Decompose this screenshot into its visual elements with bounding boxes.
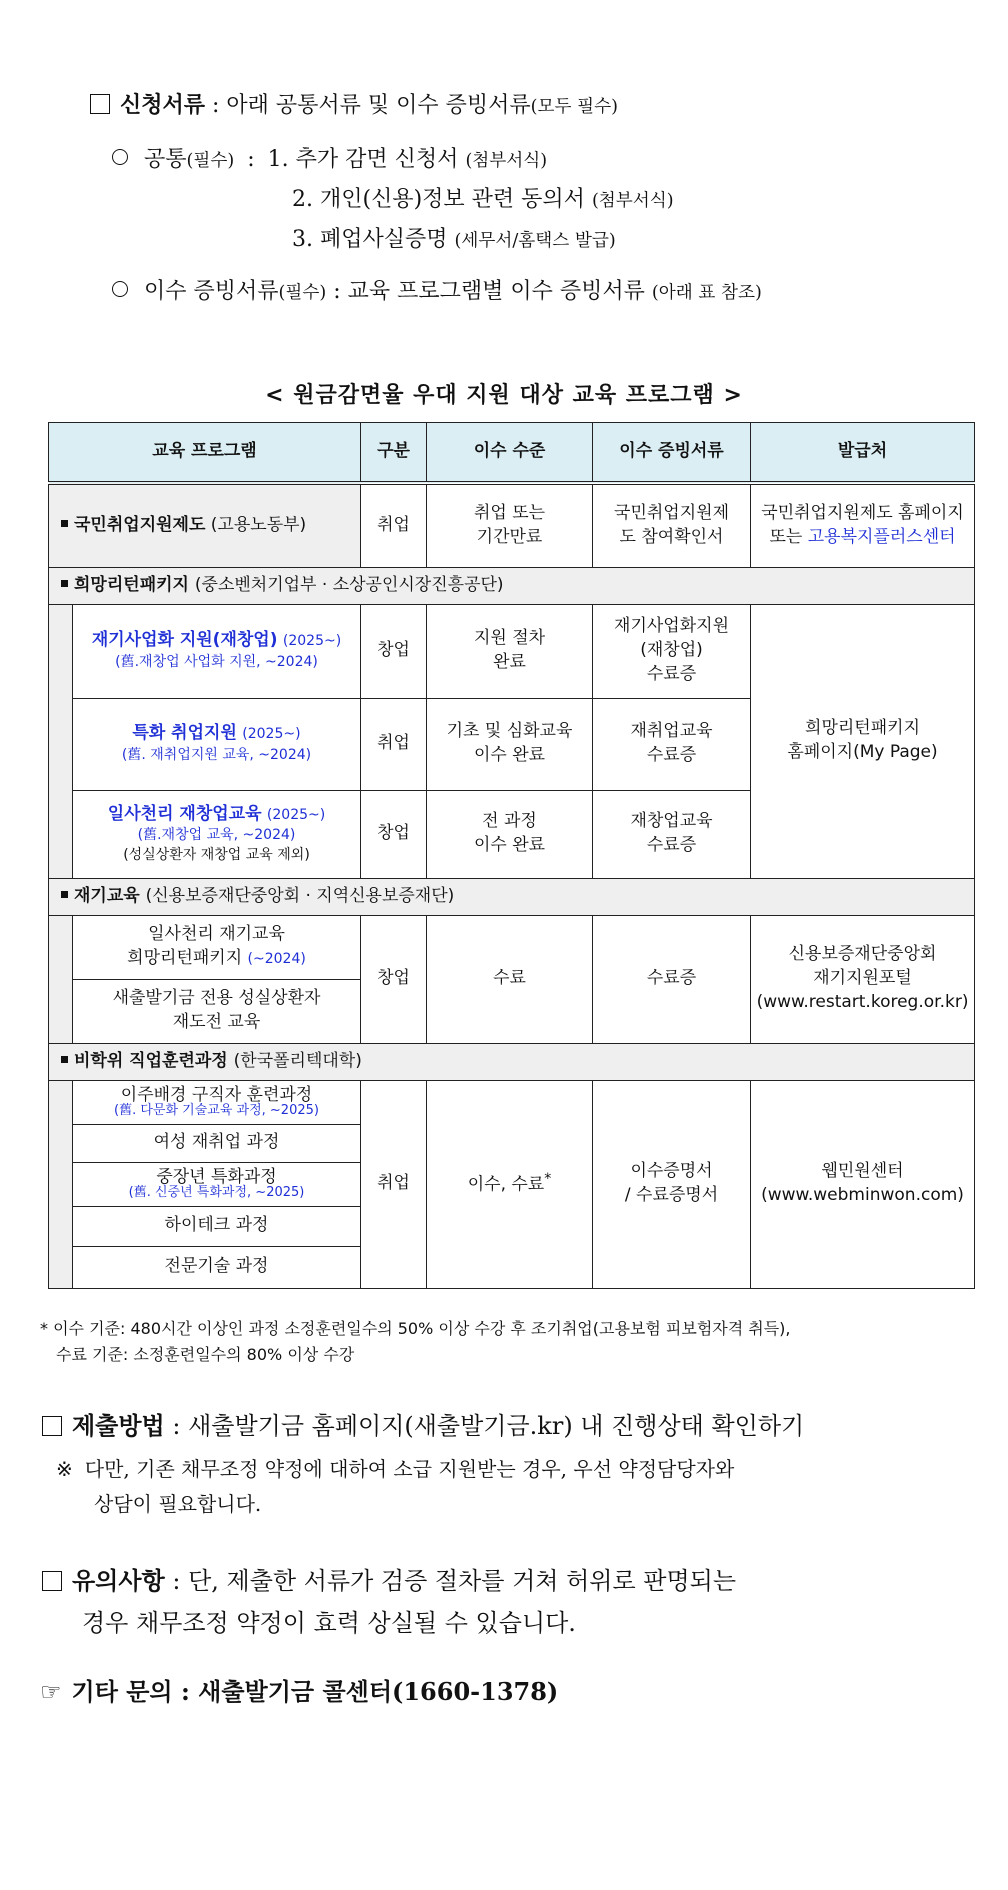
rehab-issuer-3: (www.restart.koreg.or.kr) [756, 991, 969, 1012]
completion-note: (아래 표 참조) [651, 283, 762, 303]
note-line-1: 다만, 기존 채무조정 약정에 대하여 소급 지원받는 경우, 우선 약정담당자와 [84, 1457, 735, 1481]
common-label: 공통 [144, 147, 187, 172]
note-line-2: 상담이 필요합니다. [94, 1492, 262, 1516]
national-org: (고용노동부) [210, 514, 307, 535]
common-req: (필수) [186, 151, 235, 171]
hope-program-year: (2025~) [242, 726, 301, 743]
vocational-program-2: 여성 재취업 과정 [73, 1124, 361, 1162]
hope-issuer-2: 홈페이지(My Page) [787, 742, 938, 762]
hope-program-old: (舊. 재취업지원 교육, ~2024) [121, 747, 312, 764]
hope-doc-2: 수료증 [646, 835, 697, 855]
vocational-level [427, 1080, 593, 1288]
completion-label: 이수 증빙서류 [144, 279, 279, 304]
national-name: 국민취업지원제도 [74, 514, 206, 535]
rehab-group-header [49, 878, 975, 915]
group-row-hope [49, 567, 975, 604]
square-bullet-icon [61, 520, 68, 527]
common-sep: : [247, 147, 255, 172]
vocational-name: 비학위 직업훈련과정 [74, 1050, 228, 1071]
national-issuer-2a: 또는 [769, 526, 803, 547]
table-row [49, 1080, 975, 1124]
square-bullet-icon [61, 580, 68, 587]
national-level-1: 취업 또는 [473, 502, 546, 523]
hope-doc [593, 698, 751, 790]
vocational-org: (한국폴리텍대학) [233, 1050, 362, 1071]
common-item-text: 개인(신용)정보 관련 동의서 [320, 187, 585, 212]
rehab-prog2-line2: 재도전 교육 [172, 1012, 261, 1032]
hope-doc [593, 604, 751, 698]
national-issuer-1: 국민취업지원제도 홈페이지 [761, 502, 964, 523]
circle-bullet-icon [112, 149, 128, 165]
common-docs-row [112, 142, 547, 173]
national-doc-1: 국민취업지원제 [614, 502, 729, 523]
checkbox-icon [90, 94, 110, 114]
footnote-line-2: 수료 기준: 소정훈련일수의 80% 이상 수강 [56, 1345, 355, 1365]
national-doc [593, 483, 751, 567]
note-mark: ※ [56, 1457, 73, 1481]
hope-level-2: 이수 완료 [473, 745, 546, 765]
hope-doc-3: 수료증 [646, 663, 697, 684]
group-row-rehab [49, 878, 975, 915]
common-item-num: 3. [292, 227, 313, 252]
hope-program-1 [73, 604, 361, 698]
rehab-prog1-line2: 희망리턴패키지 [127, 948, 243, 968]
inquiry-text: 기타 문의 : 새출발기금 콜센터(1660-1378) [71, 1677, 559, 1706]
common-docs-row-2 [292, 182, 674, 213]
circle-bullet-icon [112, 281, 128, 297]
national-type: 취업 [361, 483, 427, 567]
hope-program-extra: (성실상환자 재창업 교육 제외) [123, 846, 310, 863]
checkbox-icon [42, 1416, 62, 1436]
hope-doc-1: 재창업교육 [630, 811, 713, 832]
caution-section [42, 1560, 736, 1644]
national-program [49, 483, 361, 567]
rehab-doc: 수료증 [593, 915, 751, 1043]
hope-level-1: 전 과정 [482, 811, 537, 832]
vocational-type: 취업 [361, 1080, 427, 1288]
rehab-level: 수료 [427, 915, 593, 1043]
caution-line-2: 경우 채무조정 약정이 효력 상실될 수 있습니다. [82, 1609, 576, 1637]
required-docs-heading [90, 88, 618, 119]
hope-program-title: 일사천리 재창업교육 [107, 803, 262, 824]
vocational-doc-1: 이수증명서 [630, 1161, 713, 1182]
submission-label: 제출방법 [72, 1411, 165, 1440]
hope-program-title: 특화 취업지원 [132, 723, 237, 744]
hope-doc-1: 재취업교육 [630, 721, 713, 742]
vocational-issuer [751, 1080, 975, 1288]
submission-section [42, 1406, 804, 1441]
hope-type: 창업 [361, 604, 427, 698]
table-header-row [49, 423, 975, 484]
common-item-note: (첨부서식) [465, 151, 548, 171]
national-level-2: 기간만료 [476, 526, 543, 547]
hope-level [427, 790, 593, 878]
vocational-group-header [49, 1043, 975, 1080]
hope-doc-2: (재창업) [640, 640, 703, 661]
common-item-num: 2. [292, 187, 313, 212]
rehab-issuer-2: 재기지원포털 [813, 968, 912, 989]
program-table [48, 422, 975, 1289]
vocational-program-1 [73, 1080, 361, 1124]
caution-label: 유의사항 [72, 1566, 165, 1595]
hope-program-3 [73, 790, 361, 878]
table-row [49, 604, 975, 698]
national-issuer-link: 고용복지플러스센터 [807, 526, 956, 547]
vocational-doc-2: / 수료증명서 [624, 1185, 719, 1205]
rehab-type: 창업 [361, 915, 427, 1043]
rehab-org: (신용보증재단중앙회 · 지역신용보증재단) [145, 885, 455, 906]
hope-program-old: (舊.재창업 교육, ~2024) [137, 827, 296, 844]
rehab-issuer [751, 915, 975, 1043]
header-doc: 이수 증빙서류 [593, 423, 751, 484]
required-docs-label: 신청서류 [120, 92, 206, 118]
header-issuer: 발급처 [751, 423, 975, 484]
vocational-program-name: 이주배경 구직자 훈련과정 [120, 1084, 313, 1105]
common-item-note: (첨부서식) [591, 191, 674, 211]
rehab-prog1-year: (~2024) [247, 951, 306, 967]
hope-org: (중소벤처기업부 · 소상공인시장진흥공단) [194, 574, 504, 595]
hope-program-old: (舊.재창업 사업화 지원, ~2024) [115, 654, 318, 671]
table-row [49, 483, 975, 567]
table-title: < 원금감면율 우대 지원 대상 교육 프로그램 > [265, 383, 743, 408]
vocational-level-text: 이수, 수료 [467, 1174, 545, 1195]
hope-group-header [49, 567, 975, 604]
submission-text: : 새출발기금 홈페이지(새출발기금.kr) 내 진행상태 확인하기 [172, 1412, 805, 1440]
hope-level [427, 604, 593, 698]
group-gutter [49, 915, 73, 1043]
footnote [40, 1316, 791, 1369]
rehab-program-1 [73, 915, 361, 979]
hope-name: 희망리턴패키지 [74, 574, 189, 595]
hope-level-2: 이수 완료 [473, 835, 546, 855]
rehab-issuer-1: 신용보증재단중앙회 [788, 944, 937, 965]
hope-doc [593, 790, 751, 878]
vocational-doc [593, 1080, 751, 1288]
hope-program-year: (2025~) [282, 633, 342, 650]
submission-note [56, 1452, 734, 1522]
vocational-issuer-2: (www.webminwon.com) [761, 1185, 964, 1205]
group-gutter [49, 604, 73, 878]
footnote-line-1: * 이수 기준: 480시간 이상인 과정 소정훈련일수의 50% 이상 수강 후 조기취업(고용보험 피보험자격 취득), [40, 1319, 791, 1338]
national-issuer [751, 483, 975, 567]
inquiry-section [40, 1672, 558, 1707]
vocational-program-old: (舊. 신중년 특화과정, ~2025) [128, 1185, 305, 1201]
national-level [427, 483, 593, 567]
hope-type: 창업 [361, 790, 427, 878]
vocational-issuer-1: 웹민원센터 [821, 1161, 904, 1182]
header-level: 이수 수준 [427, 423, 593, 484]
rehab-program-2 [73, 979, 361, 1043]
common-item-num: 1. [267, 147, 289, 172]
common-item-text: 폐업사실증명 [320, 227, 448, 252]
caution-line-1: : 단, 제출한 서류가 검증 절차를 거쳐 허위로 판명되는 [172, 1567, 736, 1595]
hope-program-title: 재기사업화 지원(재창업) [91, 630, 278, 651]
common-docs-row-3 [292, 222, 616, 253]
pointing-hand-icon: ☞ [40, 1678, 62, 1706]
header-program: 교육 프로그램 [49, 423, 361, 484]
hope-issuer-1: 희망리턴패키지 [805, 718, 920, 739]
rehab-prog2-line1: 새출발기금 전용 성실상환자 [112, 988, 321, 1009]
common-item-text: 추가 감면 신청서 [295, 147, 459, 172]
rehab-name: 재기교육 [74, 885, 140, 906]
hope-doc-1: 재기사업화지원 [614, 616, 729, 637]
square-bullet-icon [61, 1056, 68, 1063]
vocational-program-4: 하이테크 과정 [73, 1206, 361, 1246]
completion-text: : 교육 프로그램별 이수 증빙서류 [333, 279, 645, 304]
vocational-program-old: (舊. 다문화 기술교육 과정, ~2025) [114, 1103, 319, 1119]
required-docs-note: (모두 필수) [530, 97, 618, 117]
vocational-level-mark: * [544, 1171, 552, 1188]
table-row [49, 915, 975, 979]
national-issuer-2 [755, 526, 970, 550]
hope-program-2 [73, 698, 361, 790]
checkbox-icon [42, 1571, 62, 1591]
hope-level-1: 기초 및 심화교육 [446, 721, 573, 742]
vocational-program-5: 전문기술 과정 [73, 1246, 361, 1288]
header-type: 구분 [361, 423, 427, 484]
group-row-vocational [49, 1043, 975, 1080]
hope-doc-2: 수료증 [646, 745, 697, 765]
required-docs-desc: : 아래 공통서류 및 이수 증빙서류 [212, 93, 531, 118]
completion-docs-row [112, 274, 762, 305]
completion-req: (필수) [278, 283, 327, 303]
hope-type: 취업 [361, 698, 427, 790]
rehab-prog1-line1: 일사천리 재기교육 [148, 924, 285, 945]
national-doc-2: 도 참여확인서 [619, 526, 724, 547]
hope-level [427, 698, 593, 790]
hope-level-1: 지원 절차 [473, 628, 546, 649]
vocational-program-3 [73, 1162, 361, 1206]
hope-program-year: (2025~) [266, 806, 326, 823]
hope-issuer [751, 604, 975, 878]
hope-level-2: 완료 [493, 652, 526, 672]
square-bullet-icon [61, 891, 68, 898]
vocational-program-name: 중장년 특화과정 [156, 1166, 277, 1187]
group-gutter [49, 1080, 73, 1288]
common-item-note: (세무서/홈택스 발급) [454, 231, 616, 251]
